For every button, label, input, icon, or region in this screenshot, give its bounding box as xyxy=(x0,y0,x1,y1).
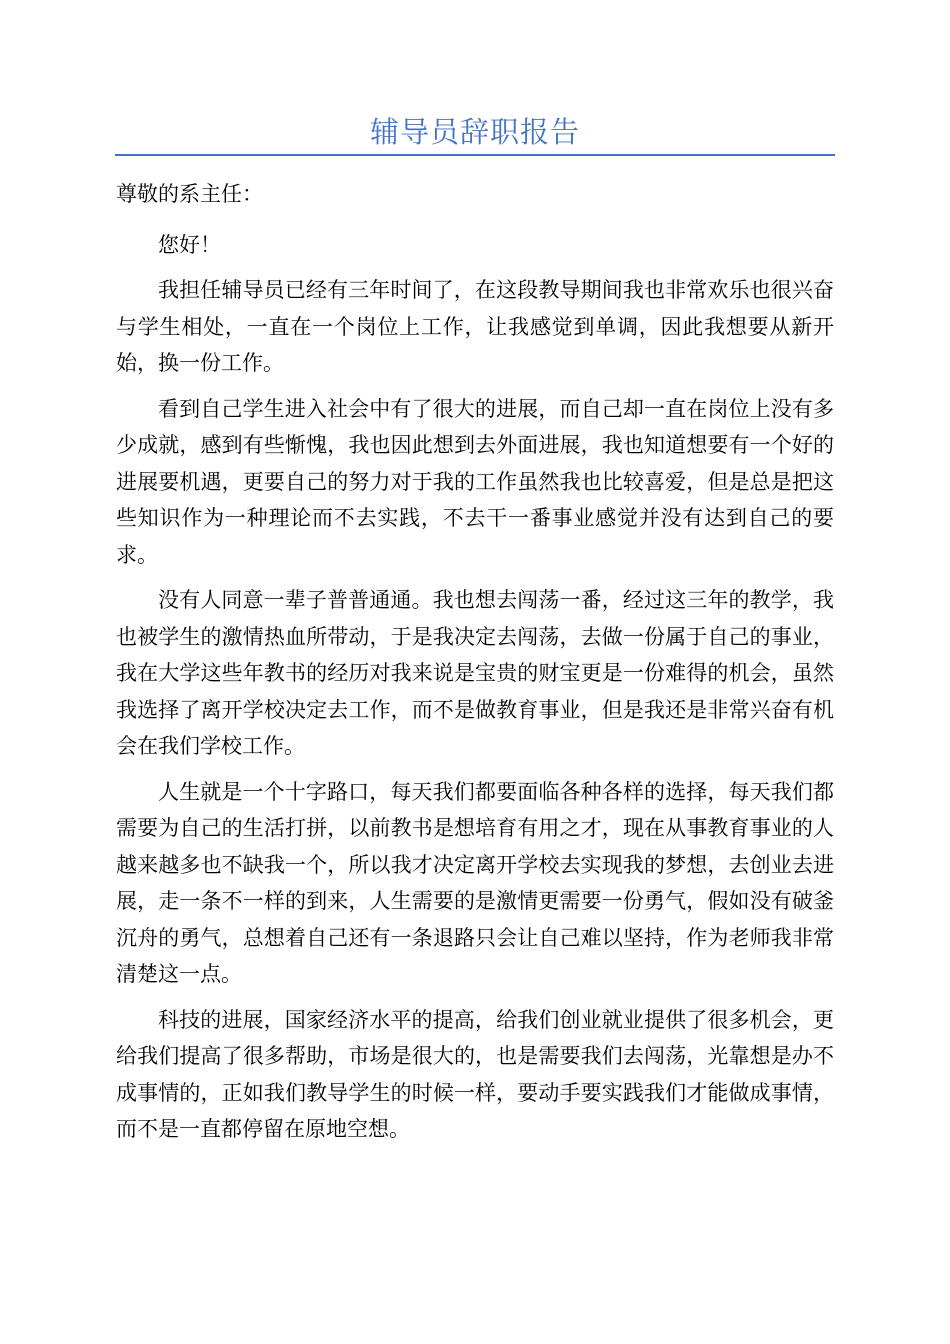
document-body xyxy=(116,176,834,1157)
paragraph-greeting: 您好！ xyxy=(158,232,221,257)
paragraph: 人生就是一个十字路口，每天我们都要面临各种各样的选择，每天我们都需要为自己的生活打拼，以前教书是想培育有用之才，现在从事教育事业的人越来越多也不缺我一个，所以我才决定离开学校去实现我的梦想，去创业去进展，走一条不一样的到来，人生需要的是激情更需要一份勇气，假如没有破釜沉舟的勇气，总想着自己还有一条退路只会让自己难以坚持，作为老师我非常清楚这一点。 xyxy=(116,779,834,986)
paragraph: 没有人同意一辈子普普通通。我也想去闯荡一番，经过这三年的教学，我也被学生的激情热血所带动，于是我决定去闯荡，去做一份属于自己的事业，我在大学这些年教书的经历对我来说是宝贵的财宝更是一份难得的机会，虽然我选择了离开学校决定去工作，而不是做教育事业，但是我还是非常兴奋有机会在我们学校工作。 xyxy=(116,588,834,758)
document-title: 辅导员辞职报告 xyxy=(369,115,580,149)
paragraph: 我担任辅导员已经有三年时间了，在这段教导期间我也非常欢乐也很兴奋与学生相处，一直在一个岗位上工作，让我感觉到单调，因此我想要从新开始，换一份工作。 xyxy=(116,278,834,375)
salutation: 尊敬的系主任： xyxy=(116,182,263,206)
title-underline xyxy=(115,154,835,156)
paragraph: 看到自己学生进入社会中有了很大的进展，而自己却一直在岗位上没有多少成就，感到有些惭愧，我也因此想到去外面进展，我也知道想要有一个好的进展要机遇，更要自己的努力对于我的工作虽然我也比较喜爱，但是总是把这些知识作为一种理论而不去实践，不去干一番事业感觉并没有达到自己的要求。 xyxy=(116,396,834,567)
paragraph: 科技的进展，国家经济水平的提高，给我们创业就业提供了很多机会，更给我们提高了很多帮助，市场是很大的，也是需要我们去闯荡，光靠想是办不成事情的，正如我们教导学生的时候一样，要动手要实践我们才能做成事情，而不是一直都停留在原地空想。 xyxy=(116,1007,834,1141)
